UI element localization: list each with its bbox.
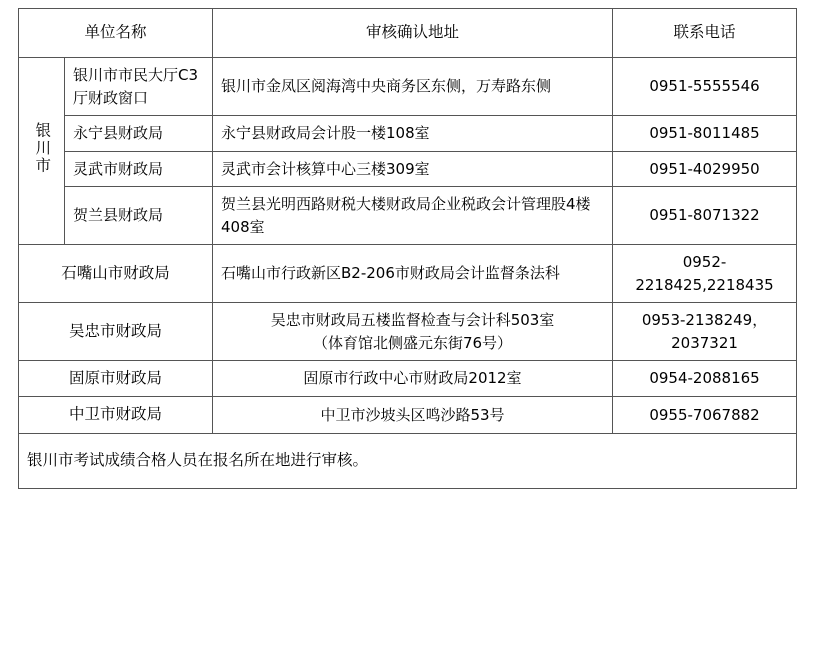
phone-cell: 0951-5555546	[613, 58, 797, 116]
phone-cell	[613, 245, 797, 303]
unit-name-cell: 固原市财政局	[19, 361, 213, 397]
phone-cell: 0951-4029950	[613, 151, 797, 187]
unit-name-cell: 吴忠市财政局	[19, 303, 213, 361]
address-cell	[213, 303, 613, 361]
phone-cell: 0951-8011485	[613, 116, 797, 152]
table-row	[19, 245, 797, 303]
audit-address-table	[18, 8, 797, 489]
column-header-unit-name: 单位名称	[19, 9, 213, 58]
unit-name-cell: 中卫市财政局	[19, 397, 213, 433]
phone-cell: 0954-2088165	[613, 361, 797, 397]
address-line-1: 吴忠市财政局五楼监督检查与会计科503室	[270, 311, 555, 329]
address-cell: 银川市金凤区阅海湾中央商务区东侧，万寿路东侧	[213, 58, 613, 116]
unit-name-cell: 银川市市民大厅C3厅财政窗口	[65, 58, 213, 116]
table-row	[19, 187, 797, 245]
address-cell: 灵武市会计核算中心三楼309室	[213, 151, 613, 187]
phone-line-2: 2218425,2218435	[635, 275, 774, 294]
table-row	[19, 58, 797, 116]
unit-name-cell: 石嘴山市财政局	[19, 245, 213, 303]
table-row	[19, 151, 797, 187]
unit-name-cell: 贺兰县财政局	[65, 187, 213, 245]
phone-cell	[613, 303, 797, 361]
region-group-label: 银川市	[33, 121, 52, 174]
column-header-address: 审核确认地址	[213, 9, 613, 58]
phone-line-1: 0952-	[682, 253, 727, 271]
address-line-2: （体育馆北侧盛元东街76号）	[312, 333, 513, 352]
address-cell: 贺兰县光明西路财税大楼财政局企业税政会计管理股4楼408室	[213, 187, 613, 245]
phone-line-2: 2037321	[671, 333, 738, 352]
phone-cell: 0951-8071322	[613, 187, 797, 245]
table-footer-row	[19, 433, 797, 488]
table-row	[19, 397, 797, 433]
address-cell: 永宁县财政局会计股一楼108室	[213, 116, 613, 152]
table-row	[19, 116, 797, 152]
header-row	[19, 9, 797, 58]
unit-name-cell: 灵武市财政局	[65, 151, 213, 187]
phone-cell: 0955-7067882	[613, 397, 797, 433]
footer-note: 银川市考试成绩合格人员在报名所在地进行审核。	[19, 433, 797, 488]
table-row	[19, 361, 797, 397]
address-cell: 石嘴山市行政新区B2-206市财政局会计监督条法科	[213, 245, 613, 303]
unit-name-cell: 永宁县财政局	[65, 116, 213, 152]
column-header-phone: 联系电话	[613, 9, 797, 58]
region-group-yinchuan	[19, 58, 65, 245]
table-header	[19, 9, 797, 58]
address-cell: 固原市行政中心市财政局2012室	[213, 361, 613, 397]
address-cell: 中卫市沙坡头区鸣沙路53号	[213, 397, 613, 433]
phone-line-1: 0953-2138249，	[641, 311, 768, 329]
table-row	[19, 303, 797, 361]
table-body	[19, 58, 797, 489]
